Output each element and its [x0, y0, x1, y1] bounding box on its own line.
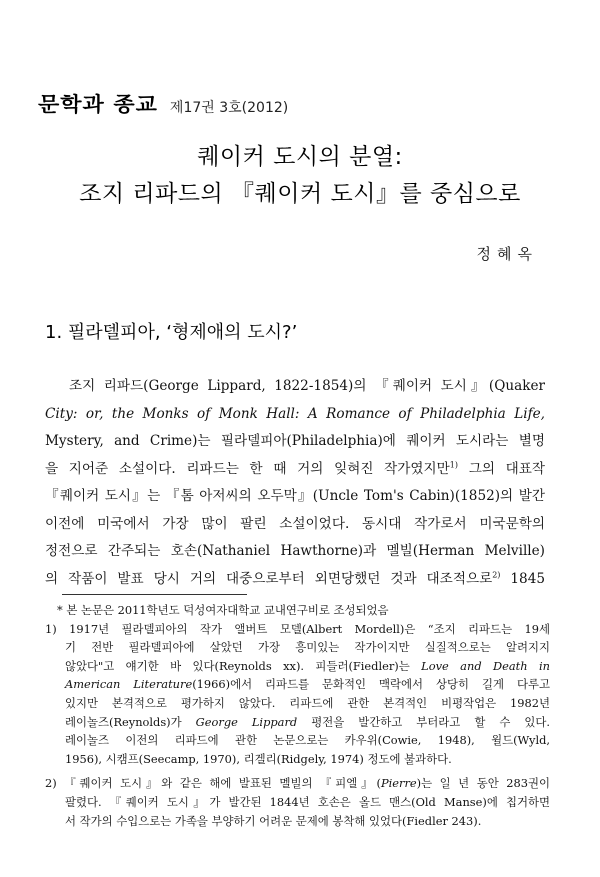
- footnote-star: * 본 논문은 2011학년도 덕성여자대학교 교내연구비로 조성되었음: [57, 603, 389, 617]
- body-line: 의 작품이 발표 당시 거의 대중으로부터 외면당했던 것과 대조적으로$^{2)}$ 1845: [45, 569, 545, 587]
- issue-info: 제17권 3호(2012): [169, 100, 289, 116]
- section-heading: 1. 필라델피아, ‘형제애의 도시?’: [45, 322, 298, 343]
- body-line: 조지 리파드(George Lippard, 1822-1854)의 『퀘이커 도시』(Quaker: [69, 378, 545, 394]
- body-paragraph: [45, 373, 545, 593]
- footnote-ref: 2): [492, 569, 501, 579]
- footnote-ref: 1): [449, 459, 459, 469]
- footnote-line: 않았다"고 얘기한 바 있다(Reynolds xx). 피들러(Fiedler)는 Love and Death in: [65, 658, 550, 673]
- footnotes: [45, 601, 550, 830]
- footnote-line: 1956), 시캠프(Seecamp, 1970), 리겔리(Ridgely, 1974) 정도에 불과하다.: [65, 751, 452, 766]
- journal-name: 문학과 종교: [38, 94, 158, 117]
- body-line: 을 지어준 소설이다. 리파드는 한 때 거의 잊혀진 작가였지만$^{1)}$ 그의 대표작: [45, 459, 545, 477]
- body-line: 정전으로 간주되는 호손(Nathaniel Hawthorne)과 멜빌(Herman Melville): [45, 543, 545, 559]
- title-line-2: 조지 리파드의 『퀘이커 도시』를 중심으로: [79, 181, 521, 207]
- body-line: 이전에 미국에서 가장 많이 팔린 소설이었다. 동시대 작가로서 미국문학의: [45, 515, 545, 532]
- footnote-line: 레이놀즈 이전의 리파드에 관한 논문으로는 카우위(Cowie, 1948), 윌드(Wyld,: [65, 733, 550, 748]
- journal-header: [38, 88, 288, 119]
- footnote-divider: [62, 594, 247, 595]
- footnote-line: 1) 1917년 필라델피아의 작가 앨버트 모델(Albert Mordell)은 “조지 리파드는 19세: [45, 621, 550, 636]
- body-line: 『퀘이커 도시』는 『톰 아저씨의 오두막』(Uncle Tom's Cabin)(1852)의 발간: [45, 488, 545, 504]
- footnote-line: 서 작가의 수입으로는 가족을 부양하기 어려운 문제에 봉착해 있었다(Fiedler 243).: [65, 813, 482, 828]
- footnote-line: 레이놀즈(Reynolds)가 George Lippard 평전을 발간하고 부터라고 할 수 있다.: [65, 714, 550, 729]
- body-line: City: or, the Monks of Monk Hall: A Romance of Philadelphia Life,: [45, 405, 545, 422]
- body-line: Mystery, and Crime)는 필라델피아(Philadelphia)에 퀘이커 도시라는 별명: [45, 433, 545, 449]
- footnote-line: 팔렸다. 『퀘이커 도시』가 발간된 1844년 호손은 올드 맨스(Old Manse)에 칩거하면: [65, 794, 550, 809]
- footnote-line: 있지만 본격적으로 평가하지 않았다. 리파드에 관한 본격적인 비평작업은 1982년: [65, 695, 550, 710]
- footnote-line: 기 전반 필라델피아에 살았던 가장 흥미있는 작가이지만 실질적으로는 알려지지: [65, 640, 550, 655]
- footnote-line: American Literature(1966)에서 리파드를 문화적인 맥락에서 상당히 길게 다루고: [65, 677, 550, 692]
- author: 정혜옥: [476, 245, 538, 263]
- title-line-1: 퀘이커 도시의 분열:: [197, 144, 403, 170]
- footnote-line: 2) 『퀘이커 도시』와 같은 해에 발표된 멜빌의 『피엘』(Pierre)는 일 년 동안 283권이: [45, 776, 550, 791]
